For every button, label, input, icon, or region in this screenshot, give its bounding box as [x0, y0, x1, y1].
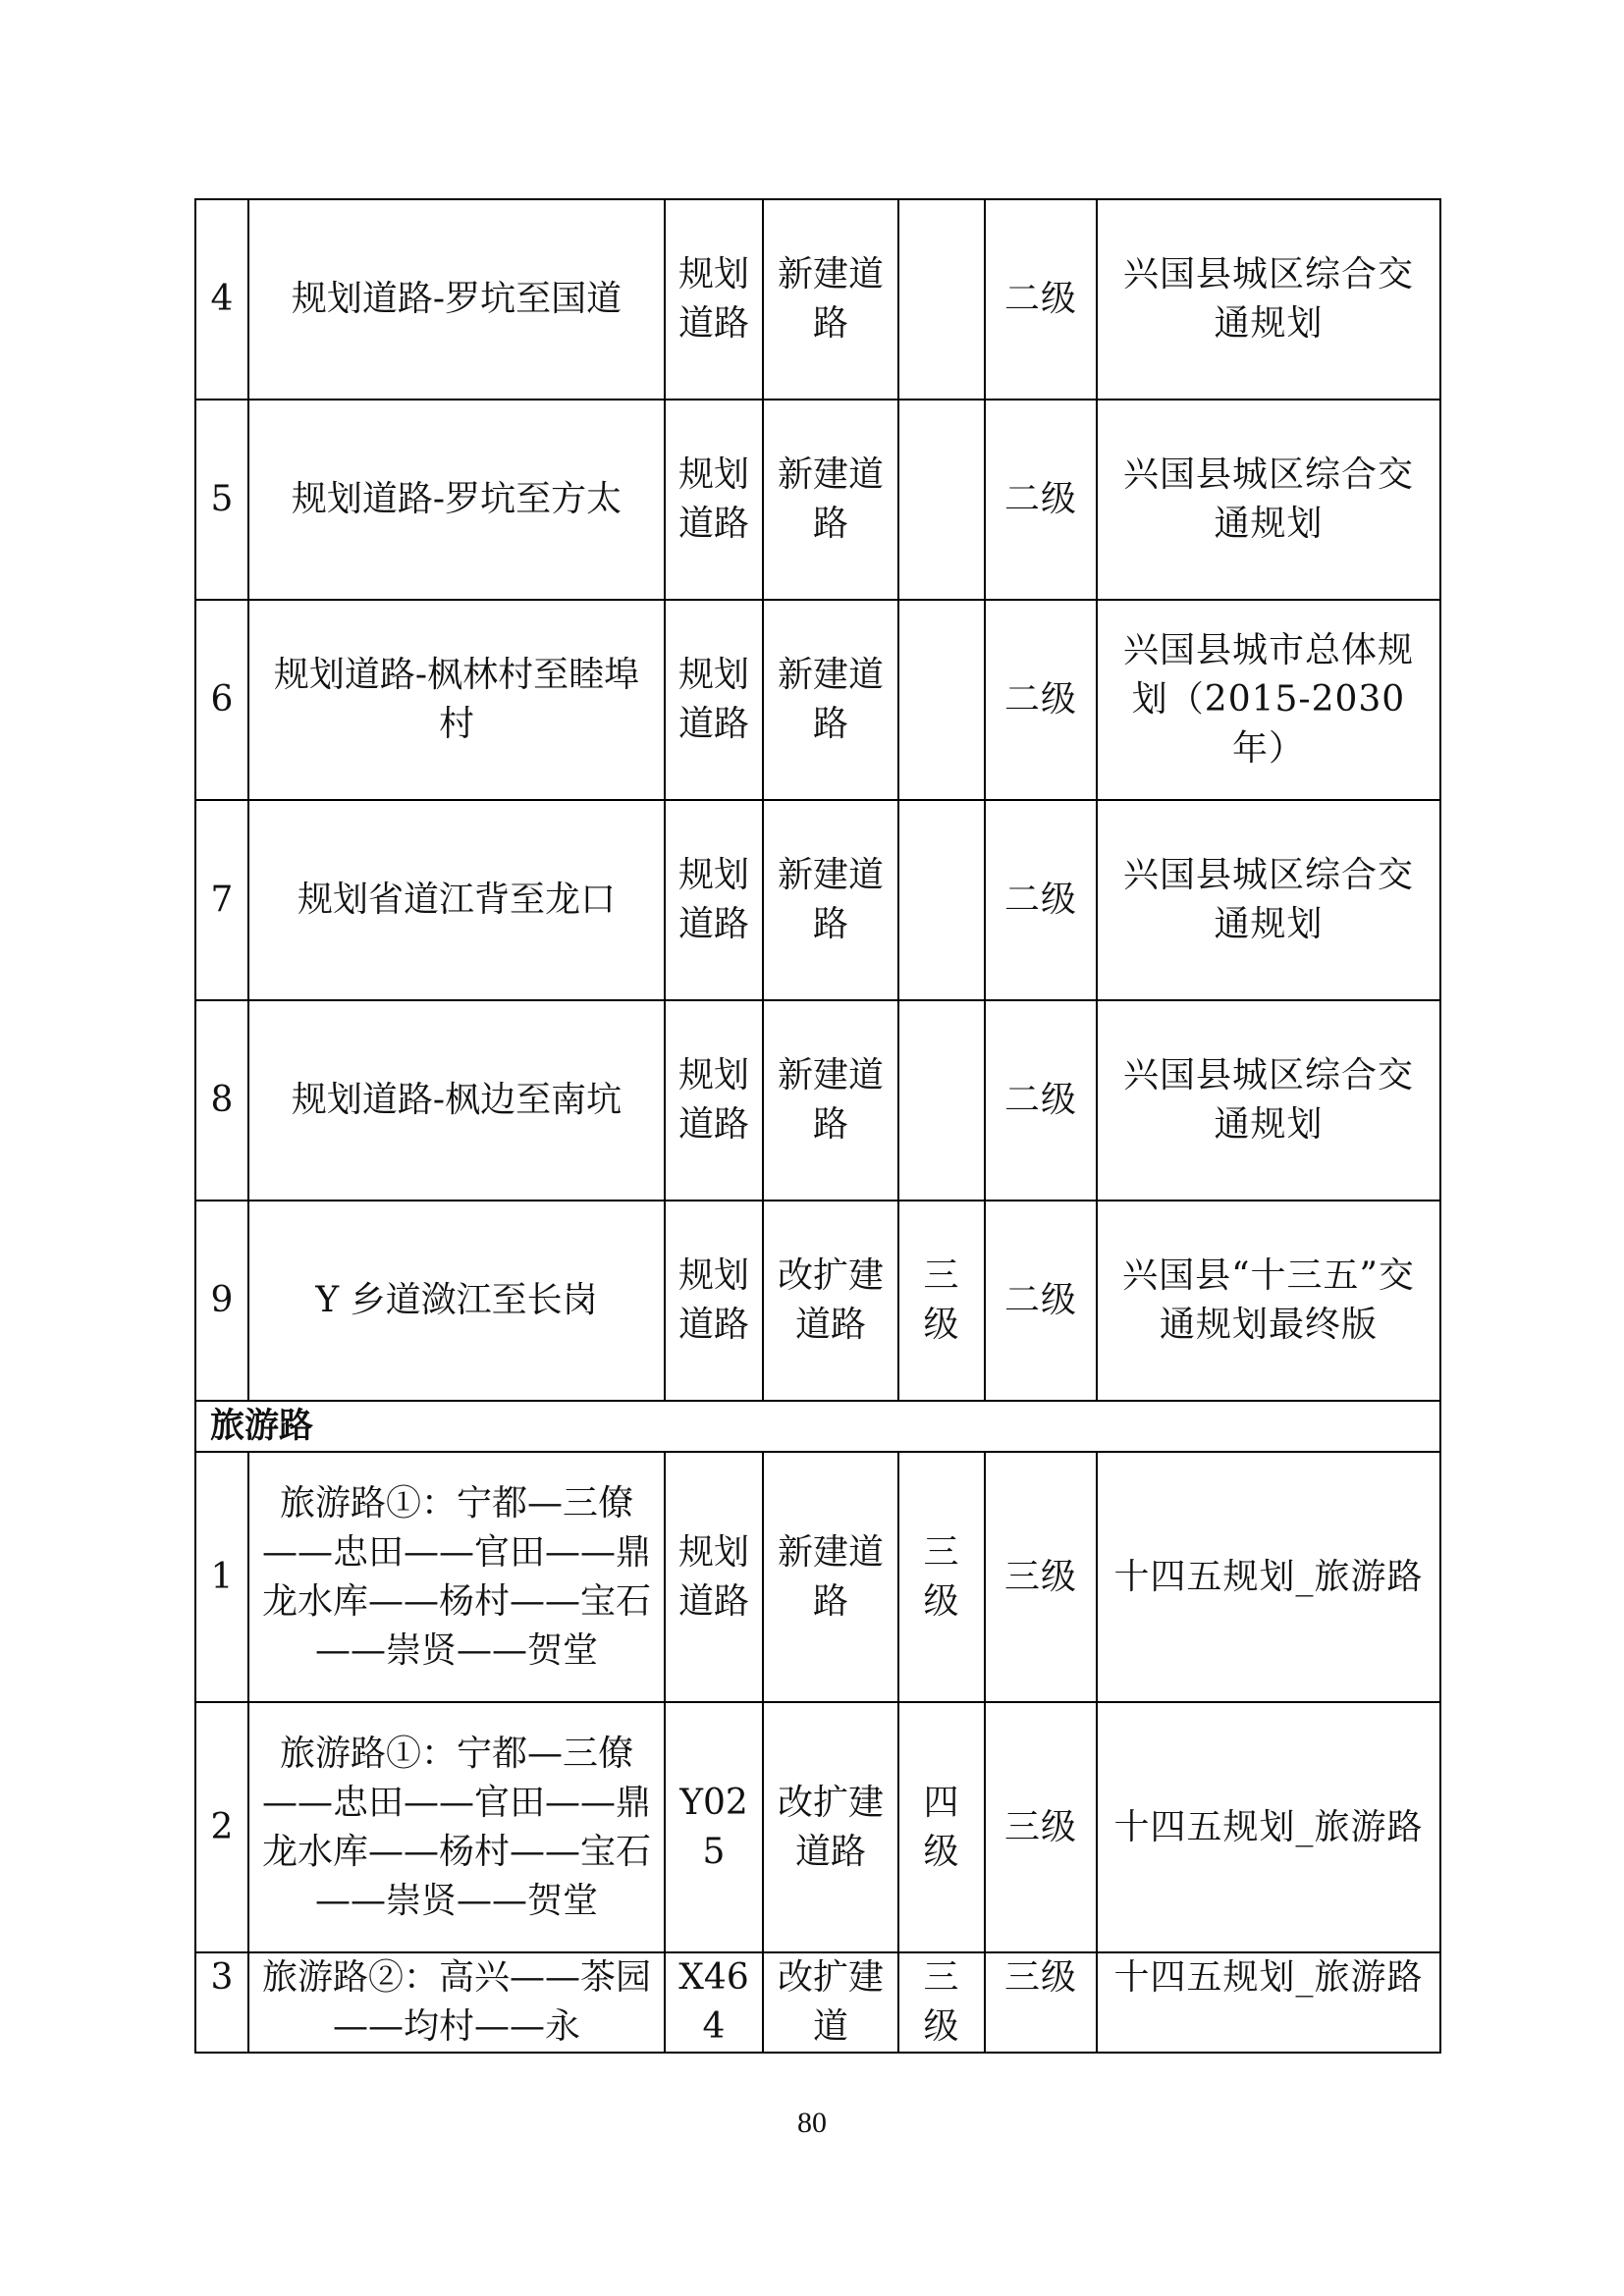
- road-code: 规划道路: [665, 1000, 763, 1201]
- construction-type: 改扩建道路: [763, 1702, 898, 1952]
- plan-basis: 兴国县城区综合交通规划: [1097, 1000, 1440, 1201]
- road-name: 规划道路-枫边至南坑: [248, 1000, 665, 1201]
- table-row: [195, 400, 1440, 600]
- road-name: 规划省道江背至龙口: [248, 800, 665, 1000]
- row-number: 3: [195, 1952, 248, 2053]
- planned-grade: 二级: [985, 1201, 1097, 1401]
- plan-basis: 十四五规划_旅游路: [1097, 1952, 1440, 2053]
- planned-grade: 二级: [985, 800, 1097, 1000]
- table-row: [195, 1702, 1440, 1952]
- road-name: Y 乡道潋江至长岗: [248, 1201, 665, 1401]
- road-code: 规划道路: [665, 1201, 763, 1401]
- current-grade: [898, 1000, 985, 1201]
- current-grade: [898, 800, 985, 1000]
- planned-grade: 二级: [985, 1000, 1097, 1201]
- planned-grade: 二级: [985, 600, 1097, 800]
- table-row: [195, 600, 1440, 800]
- planned-grade: 三级: [985, 1952, 1097, 2053]
- construction-type: 新建道路: [763, 600, 898, 800]
- current-grade: 三级: [898, 1201, 985, 1401]
- road-name: 规划道路-罗坑至方太: [248, 400, 665, 600]
- current-grade: 四级: [898, 1702, 985, 1952]
- construction-type: 改扩建道路: [763, 1201, 898, 1401]
- road-code: 规划道路: [665, 199, 763, 400]
- table-row: [195, 1201, 1440, 1401]
- construction-type: 新建道路: [763, 800, 898, 1000]
- row-number: 1: [195, 1452, 248, 1702]
- construction-type: 改扩建道: [763, 1952, 898, 2053]
- table-row: [195, 1952, 1440, 2053]
- table-row: [195, 1452, 1440, 1702]
- page-number: 80: [797, 2107, 827, 2139]
- plan-basis: 十四五规划_旅游路: [1097, 1702, 1440, 1952]
- current-grade: [898, 199, 985, 400]
- construction-type: 新建道路: [763, 199, 898, 400]
- planned-grade: 二级: [985, 199, 1097, 400]
- row-number: 7: [195, 800, 248, 1000]
- current-grade: [898, 400, 985, 600]
- plan-basis: 兴国县城区综合交通规划: [1097, 400, 1440, 600]
- plan-basis: 十四五规划_旅游路: [1097, 1452, 1440, 1702]
- road-name: 规划道路-罗坑至国道: [248, 199, 665, 400]
- row-number: 5: [195, 400, 248, 600]
- row-number: 2: [195, 1702, 248, 1952]
- table-row: [195, 1000, 1440, 1201]
- road-plan-table: [194, 198, 1441, 2054]
- construction-type: 新建道路: [763, 400, 898, 600]
- table-row: [195, 800, 1440, 1000]
- section-title: 旅游路: [195, 1401, 1440, 1452]
- row-number: 6: [195, 600, 248, 800]
- table-row: [195, 199, 1440, 400]
- planned-grade: 二级: [985, 400, 1097, 600]
- planned-grade: 三级: [985, 1452, 1097, 1702]
- road-name: 旅游路②：高兴——茶园——均村——永: [248, 1952, 665, 2053]
- road-code: 规划道路: [665, 800, 763, 1000]
- current-grade: [898, 600, 985, 800]
- road-name: 旅游路①：宁都—三僚——忠田——官田——鼎龙水库——杨村——宝石——崇贤——贺堂: [248, 1702, 665, 1952]
- road-name: 旅游路①：宁都—三僚——忠田——官田——鼎龙水库——杨村——宝石——崇贤——贺堂: [248, 1452, 665, 1702]
- construction-type: 新建道路: [763, 1000, 898, 1201]
- road-code: 规划道路: [665, 400, 763, 600]
- construction-type: 新建道路: [763, 1452, 898, 1702]
- plan-basis: 兴国县城市总体规划（2015-2030年）: [1097, 600, 1440, 800]
- road-code: Y025: [665, 1702, 763, 1952]
- row-number: 9: [195, 1201, 248, 1401]
- road-code: X464: [665, 1952, 763, 2053]
- plan-basis: 兴国县城区综合交通规划: [1097, 199, 1440, 400]
- road-code: 规划道路: [665, 600, 763, 800]
- planned-grade: 三级: [985, 1702, 1097, 1952]
- row-number: 4: [195, 199, 248, 400]
- current-grade: 三级: [898, 1952, 985, 2053]
- road-name: 规划道路-枫林村至睦埠村: [248, 600, 665, 800]
- road-code: 规划道路: [665, 1452, 763, 1702]
- row-number: 8: [195, 1000, 248, 1201]
- plan-basis: 兴国县“十三五”交通规划最终版: [1097, 1201, 1440, 1401]
- plan-basis: 兴国县城区综合交通规划: [1097, 800, 1440, 1000]
- current-grade: 三级: [898, 1452, 985, 1702]
- section-row: [195, 1401, 1440, 1452]
